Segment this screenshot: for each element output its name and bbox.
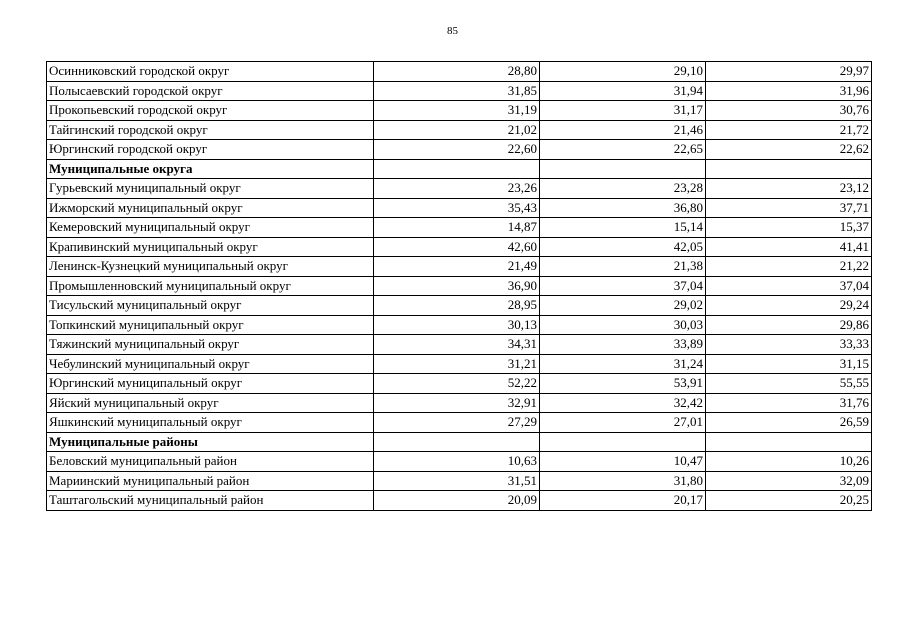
table-row xyxy=(47,218,872,238)
table-row xyxy=(47,315,872,335)
region-name-cell: Кемеровский муниципальный округ xyxy=(47,218,374,238)
value-cell-2: 21,38 xyxy=(540,257,706,277)
value-cell-2: 31,80 xyxy=(540,471,706,491)
value-cell-3: 23,12 xyxy=(706,179,872,199)
table-row xyxy=(47,179,872,199)
value-cell-2: 53,91 xyxy=(540,374,706,394)
value-cell-1: 20,09 xyxy=(374,491,540,511)
value-cell-1: 34,31 xyxy=(374,335,540,355)
value-cell-1: 21,49 xyxy=(374,257,540,277)
region-name-cell: Юргинский муниципальный округ xyxy=(47,374,374,394)
value-cell-3: 20,25 xyxy=(706,491,872,511)
value-cell-2: 27,01 xyxy=(540,413,706,433)
value-cell-3: 22,62 xyxy=(706,140,872,160)
value-cell-1 xyxy=(374,159,540,179)
value-cell-1: 32,91 xyxy=(374,393,540,413)
value-cell-3 xyxy=(706,432,872,452)
table-row xyxy=(47,413,872,433)
section-header-row xyxy=(47,159,872,179)
value-cell-2: 23,28 xyxy=(540,179,706,199)
region-name-cell: Мариинский муниципальный район xyxy=(47,471,374,491)
value-cell-3: 31,15 xyxy=(706,354,872,374)
value-cell-2: 15,14 xyxy=(540,218,706,238)
region-name-cell: Гурьевский муниципальный округ xyxy=(47,179,374,199)
table-body xyxy=(47,62,872,511)
value-cell-1: 42,60 xyxy=(374,237,540,257)
value-cell-2: 10,47 xyxy=(540,452,706,472)
value-cell-1: 10,63 xyxy=(374,452,540,472)
region-name-cell: Промышленновский муниципальный округ xyxy=(47,276,374,296)
table-row xyxy=(47,491,872,511)
value-cell-1: 52,22 xyxy=(374,374,540,394)
value-cell-2: 32,42 xyxy=(540,393,706,413)
section-header-row xyxy=(47,432,872,452)
table-row xyxy=(47,140,872,160)
value-cell-2: 29,10 xyxy=(540,62,706,82)
region-name-cell: Муниципальные округа xyxy=(47,159,374,179)
value-cell-3: 41,41 xyxy=(706,237,872,257)
table-row xyxy=(47,198,872,218)
value-cell-1 xyxy=(374,432,540,452)
table-row xyxy=(47,471,872,491)
value-cell-3: 10,26 xyxy=(706,452,872,472)
value-cell-2: 31,17 xyxy=(540,101,706,121)
value-cell-1: 31,21 xyxy=(374,354,540,374)
value-cell-3: 15,37 xyxy=(706,218,872,238)
value-cell-2 xyxy=(540,432,706,452)
page-number: 85 xyxy=(447,25,458,37)
data-table xyxy=(46,61,872,511)
region-name-cell: Муниципальные районы xyxy=(47,432,374,452)
value-cell-1: 21,02 xyxy=(374,120,540,140)
value-cell-1: 35,43 xyxy=(374,198,540,218)
value-cell-3: 29,86 xyxy=(706,315,872,335)
region-name-cell: Прокопьевский городской округ xyxy=(47,101,374,121)
value-cell-1: 31,85 xyxy=(374,81,540,101)
value-cell-3: 33,33 xyxy=(706,335,872,355)
region-name-cell: Тайгинский городской округ xyxy=(47,120,374,140)
region-name-cell: Чебулинский муниципальный округ xyxy=(47,354,374,374)
value-cell-3: 37,04 xyxy=(706,276,872,296)
value-cell-1: 23,26 xyxy=(374,179,540,199)
value-cell-2: 29,02 xyxy=(540,296,706,316)
region-name-cell: Ленинск-Кузнецкий муниципальный округ xyxy=(47,257,374,277)
value-cell-3 xyxy=(706,159,872,179)
table-row xyxy=(47,296,872,316)
value-cell-3: 32,09 xyxy=(706,471,872,491)
table-row xyxy=(47,257,872,277)
value-cell-3: 55,55 xyxy=(706,374,872,394)
value-cell-2: 20,17 xyxy=(540,491,706,511)
table-row xyxy=(47,237,872,257)
table-row xyxy=(47,62,872,82)
table-row xyxy=(47,81,872,101)
value-cell-3: 29,97 xyxy=(706,62,872,82)
value-cell-3: 31,96 xyxy=(706,81,872,101)
region-name-cell: Тяжинский муниципальный округ xyxy=(47,335,374,355)
region-name-cell: Крапивинский муниципальный округ xyxy=(47,237,374,257)
value-cell-1: 30,13 xyxy=(374,315,540,335)
value-cell-2: 31,94 xyxy=(540,81,706,101)
table-row xyxy=(47,120,872,140)
region-name-cell: Тисульский муниципальный округ xyxy=(47,296,374,316)
value-cell-3: 29,24 xyxy=(706,296,872,316)
value-cell-3: 31,76 xyxy=(706,393,872,413)
value-cell-2: 22,65 xyxy=(540,140,706,160)
region-name-cell: Ижморский муниципальный округ xyxy=(47,198,374,218)
region-name-cell: Таштагольский муниципальный район xyxy=(47,491,374,511)
value-cell-1: 28,95 xyxy=(374,296,540,316)
value-cell-1: 27,29 xyxy=(374,413,540,433)
value-cell-2: 30,03 xyxy=(540,315,706,335)
region-name-cell: Яшкинский муниципальный округ xyxy=(47,413,374,433)
value-cell-3: 21,72 xyxy=(706,120,872,140)
table-row xyxy=(47,335,872,355)
value-cell-3: 21,22 xyxy=(706,257,872,277)
region-name-cell: Яйский муниципальный округ xyxy=(47,393,374,413)
table-row xyxy=(47,354,872,374)
value-cell-2: 33,89 xyxy=(540,335,706,355)
value-cell-2: 37,04 xyxy=(540,276,706,296)
value-cell-2 xyxy=(540,159,706,179)
region-name-cell: Юргинский городской округ xyxy=(47,140,374,160)
table-row xyxy=(47,374,872,394)
table-row xyxy=(47,393,872,413)
value-cell-3: 30,76 xyxy=(706,101,872,121)
value-cell-2: 21,46 xyxy=(540,120,706,140)
table-row xyxy=(47,452,872,472)
value-cell-2: 31,24 xyxy=(540,354,706,374)
value-cell-1: 28,80 xyxy=(374,62,540,82)
table-row xyxy=(47,101,872,121)
value-cell-1: 31,51 xyxy=(374,471,540,491)
region-name-cell: Беловский муниципальный район xyxy=(47,452,374,472)
value-cell-2: 42,05 xyxy=(540,237,706,257)
value-cell-2: 36,80 xyxy=(540,198,706,218)
table-row xyxy=(47,276,872,296)
region-name-cell: Топкинский муниципальный округ xyxy=(47,315,374,335)
value-cell-3: 26,59 xyxy=(706,413,872,433)
value-cell-3: 37,71 xyxy=(706,198,872,218)
region-name-cell: Осинниковский городской округ xyxy=(47,62,374,82)
value-cell-1: 14,87 xyxy=(374,218,540,238)
value-cell-1: 31,19 xyxy=(374,101,540,121)
value-cell-1: 22,60 xyxy=(374,140,540,160)
region-name-cell: Полысаевский городской округ xyxy=(47,81,374,101)
value-cell-1: 36,90 xyxy=(374,276,540,296)
